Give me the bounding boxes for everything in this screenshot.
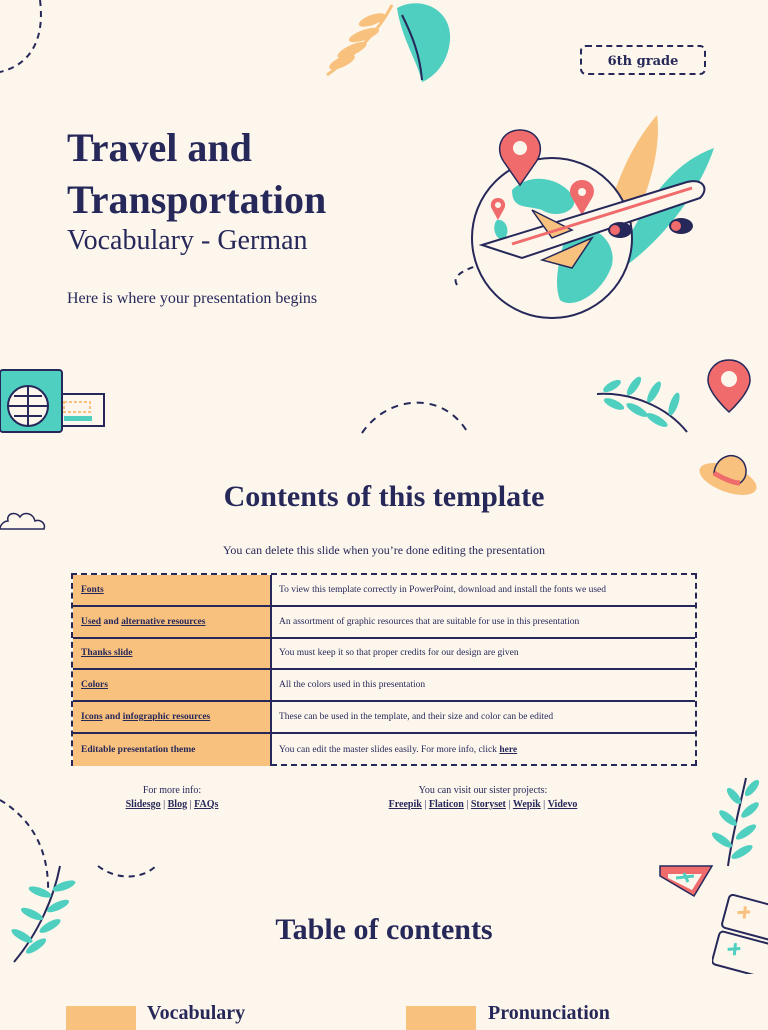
- footer-more-info-links: [80, 798, 264, 812]
- leaf-branch-icon: [592, 372, 692, 434]
- passport-ticket-icon: [0, 362, 108, 434]
- contents-table-description: [272, 734, 695, 766]
- contents-title: Contents of this template: [223, 480, 545, 513]
- here-link[interactable]: here: [499, 744, 518, 755]
- dashed-arc-decoration: [358, 395, 473, 437]
- footer-link-videvo[interactable]: Videvo: [547, 799, 578, 810]
- contents-topic-link[interactable]: infographic resources: [122, 712, 211, 723]
- footer-link-blog[interactable]: Blog: [167, 799, 188, 810]
- footer-more-info: [80, 784, 264, 812]
- link-separator: |: [505, 799, 513, 810]
- contents-description-text: You can edit the master slides easily. For more info, click: [279, 744, 500, 755]
- contents-topic-link[interactable]: Colors: [81, 680, 108, 691]
- contents-topic-text: and: [101, 616, 122, 627]
- contents-table-row: [73, 734, 695, 766]
- location-pin-icon: [706, 358, 752, 414]
- toc-item-pronunciation[interactable]: Pronunciation: [488, 1002, 610, 1024]
- table-of-contents-title: Table of contents: [275, 913, 493, 946]
- footer-sister-projects-label: You can visit our sister projects:: [418, 785, 548, 796]
- contents-topic-link[interactable]: Fonts: [81, 584, 104, 595]
- contents-topic-text: Editable presentation theme: [81, 744, 196, 755]
- presentation-title: Travel and Transportation: [67, 125, 327, 222]
- footer-link-storyset[interactable]: Storyset: [470, 799, 506, 810]
- link-separator: |: [187, 799, 195, 810]
- contents-table-row: [73, 702, 695, 734]
- contents-table-topic: [73, 734, 272, 766]
- footer-link-flaticon[interactable]: Flaticon: [428, 799, 464, 810]
- link-separator: |: [463, 799, 471, 810]
- footer-link-faqs[interactable]: FAQs: [194, 799, 219, 810]
- contents-table-topic: [73, 639, 272, 669]
- link-separator: |: [540, 799, 548, 810]
- dashed-curve-decoration: [0, 0, 60, 80]
- presentation-subtitle: Vocabulary - German: [67, 225, 308, 256]
- contents-topic-link[interactable]: Thanks slide: [81, 648, 133, 659]
- contents-topic-text: and: [102, 712, 123, 723]
- contents-table-row: [73, 639, 695, 671]
- dashed-curve-decoration: [96, 862, 158, 882]
- contents-table-description: [272, 607, 695, 637]
- contents-table-topic: [73, 607, 272, 637]
- contents-topic-link[interactable]: Icons: [81, 712, 103, 723]
- footer-link-freepik[interactable]: Freepik: [388, 799, 422, 810]
- contents-table-row: [73, 670, 695, 702]
- contents-description-text: You must keep it so that proper credits for our design are given: [279, 648, 519, 659]
- footer-link-wepik[interactable]: Wepik: [512, 799, 541, 810]
- contents-table-row: [73, 607, 695, 639]
- tagline: Here is where your presentation begins: [67, 290, 318, 307]
- contents-description-text: All the colors used in this presentation: [279, 680, 426, 691]
- contents-table-topic: [73, 575, 272, 605]
- footer-link-slidesgo[interactable]: Slidesgo: [125, 799, 161, 810]
- footer-sister-projects: [360, 784, 606, 812]
- link-separator: |: [421, 799, 429, 810]
- footer-sister-projects-links: [360, 798, 606, 812]
- contents-table-topic: [73, 702, 272, 732]
- contents-table-description: [272, 670, 695, 700]
- contents-table-row: [73, 575, 695, 607]
- tropical-leaves-icon: [322, 0, 462, 85]
- contents-table-description: [272, 639, 695, 669]
- toc-number-box: [66, 1006, 136, 1030]
- globe-airplane-illustration: [452, 110, 722, 325]
- leaf-branch-icon: [708, 776, 764, 868]
- contents-description-text: To view this template correctly in PowerPoint, download and install the fonts we used: [279, 584, 607, 595]
- contents-topic-link[interactable]: Used: [81, 616, 102, 627]
- contents-table-topic: [73, 670, 272, 700]
- grade-badge: 6th grade: [580, 45, 706, 75]
- contents-table-description: [272, 575, 695, 605]
- contents-description-text: An assortment of graphic resources that are suitable for use in this presentation: [279, 616, 580, 627]
- airplane-sign-icon: [658, 864, 714, 898]
- contents-table: [71, 573, 697, 766]
- link-separator: |: [160, 799, 168, 810]
- contents-table-description: [272, 702, 695, 732]
- contents-topic-link[interactable]: alternative resources: [121, 616, 206, 627]
- contents-description-text: These can be used in the template, and their size and color can be edited: [279, 712, 554, 723]
- toc-item-vocabulary[interactable]: Vocabulary: [147, 1002, 246, 1024]
- toc-number-box: [406, 1006, 476, 1030]
- contents-subtitle: You can delete this slide when you’re done editing the presentation: [222, 543, 546, 557]
- footer-more-info-label: For more info:: [142, 785, 202, 796]
